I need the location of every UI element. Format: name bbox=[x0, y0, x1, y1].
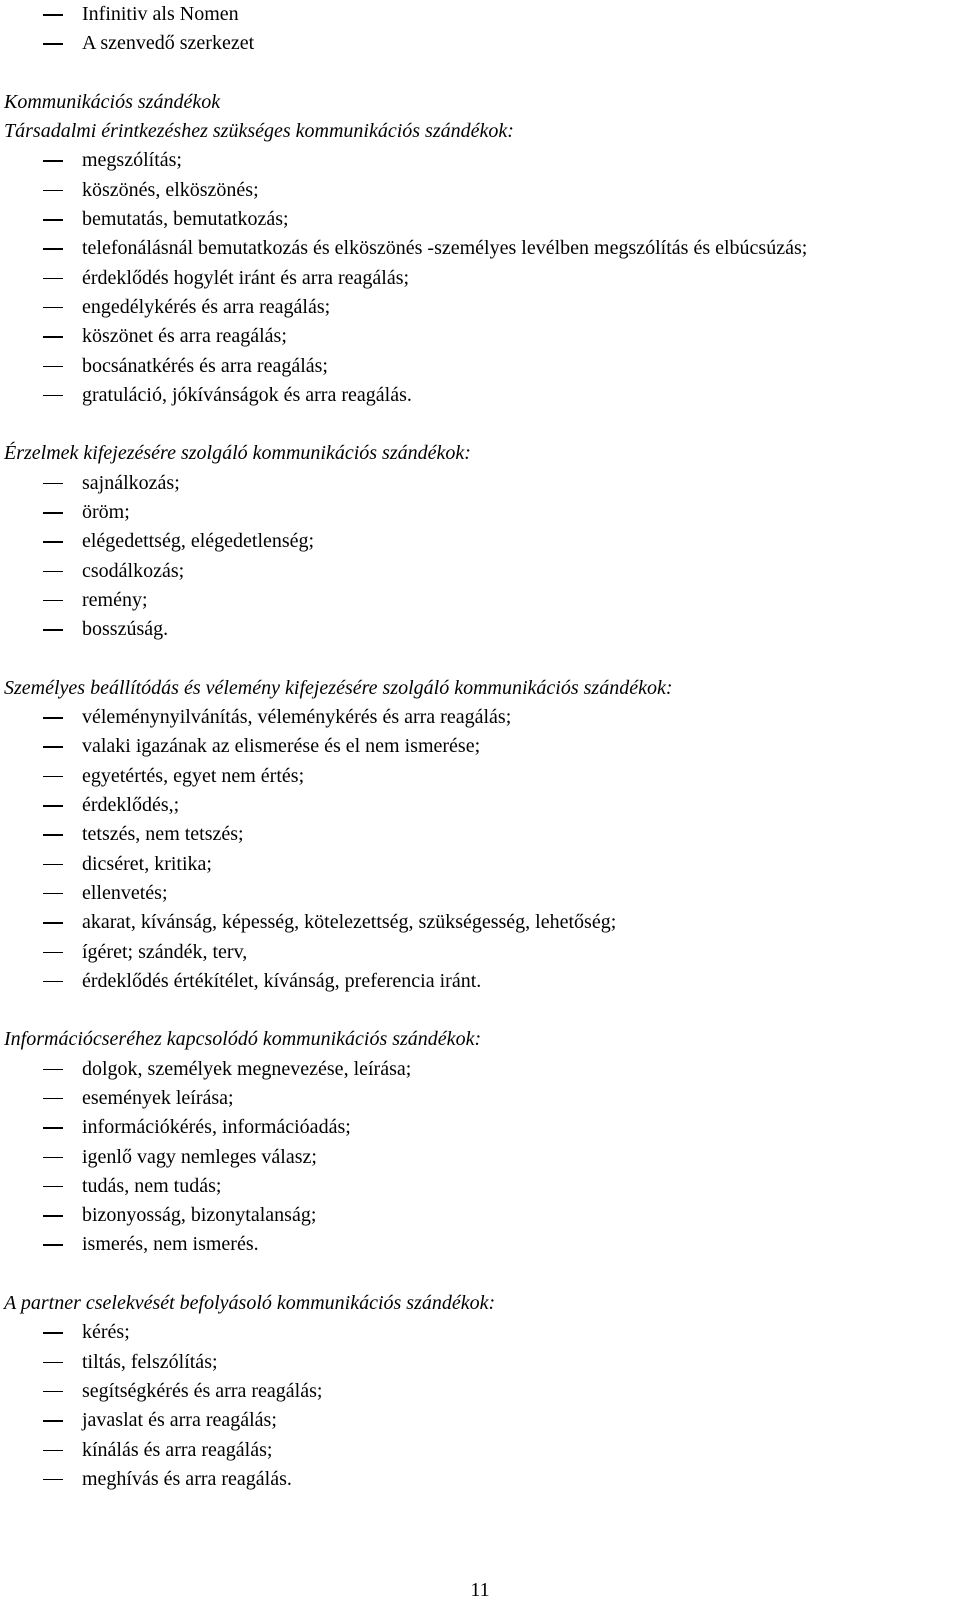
list-item-text: véleménynyilvánítás, véleménykérés és arra reagálás; bbox=[82, 706, 512, 729]
list-item-text: bizonyosság, bizonytalanság; bbox=[82, 1204, 317, 1227]
list-item bbox=[0, 586, 960, 615]
list-item-text: tiltás, felszólítás; bbox=[82, 1350, 218, 1373]
list-item-text: bosszúság. bbox=[82, 618, 169, 641]
dash-bullet-icon bbox=[43, 1450, 63, 1452]
dash-bullet-icon bbox=[43, 512, 63, 514]
section-opinion bbox=[0, 674, 960, 996]
list-item bbox=[0, 791, 960, 820]
list-item bbox=[0, 1436, 960, 1465]
dash-bullet-icon bbox=[43, 981, 63, 983]
list-item-text: tetszés, nem tetszés; bbox=[82, 823, 244, 846]
list-item bbox=[0, 1055, 960, 1084]
list-item-text: öröm; bbox=[82, 501, 130, 524]
list-item bbox=[0, 205, 960, 234]
dash-bullet-icon bbox=[43, 1186, 63, 1188]
list-item bbox=[0, 1406, 960, 1435]
list-item-text: engedélykérés és arra reagálás; bbox=[82, 295, 331, 318]
list-item bbox=[0, 469, 960, 498]
list-item-text: köszönet és arra reagálás; bbox=[82, 325, 287, 348]
list-item bbox=[0, 850, 960, 879]
dash-bullet-icon bbox=[43, 1362, 63, 1364]
dash-bullet-icon bbox=[43, 1391, 63, 1393]
dash-bullet-icon bbox=[43, 1127, 63, 1129]
dash-bullet-icon bbox=[43, 366, 63, 368]
dash-bullet-icon bbox=[43, 483, 63, 485]
list-item-text: Infinitiv als Nomen bbox=[82, 3, 239, 25]
list-item bbox=[0, 557, 960, 586]
list-item bbox=[0, 146, 960, 175]
intro-list bbox=[0, 0, 960, 59]
section-social bbox=[0, 117, 960, 410]
dash-bullet-icon bbox=[43, 717, 63, 719]
dash-bullet-icon bbox=[43, 805, 63, 807]
dash-bullet-icon bbox=[43, 1069, 63, 1071]
dash-bullet-icon bbox=[43, 541, 63, 543]
list-item-text: gratuláció, jókívánságok és arra reagálás. bbox=[82, 383, 412, 406]
list-item-text: események leírása; bbox=[82, 1086, 234, 1109]
list-item bbox=[0, 0, 960, 29]
list-item bbox=[0, 381, 960, 410]
list-item bbox=[0, 938, 960, 967]
list-item-text: dolgok, személyek megnevezése, leírása; bbox=[82, 1057, 412, 1080]
section-heading: Érzelmek kifejezésére szolgáló kommunikációs szándékok: bbox=[4, 442, 471, 465]
dash-bullet-icon bbox=[43, 952, 63, 954]
dash-bullet-icon bbox=[43, 893, 63, 895]
section-partner-action bbox=[0, 1289, 960, 1494]
list-item bbox=[0, 352, 960, 381]
dash-bullet-icon bbox=[43, 1332, 63, 1334]
list-item-text: kínálás és arra reagálás; bbox=[82, 1438, 273, 1461]
list-item-text: bemutatás, bemutatkozás; bbox=[82, 208, 289, 231]
dash-bullet-icon bbox=[43, 834, 63, 836]
dash-bullet-icon bbox=[43, 571, 63, 573]
list-item-text: sajnálkozás; bbox=[82, 471, 180, 494]
section-heading: Társadalmi érintkezéshez szükséges kommunikációs szándékok: bbox=[4, 120, 514, 143]
dash-bullet-icon bbox=[43, 600, 63, 602]
list-item-text: megszólítás; bbox=[82, 149, 182, 172]
list-item bbox=[0, 615, 960, 644]
dash-bullet-icon bbox=[43, 746, 63, 748]
list-item bbox=[0, 762, 960, 791]
list-item bbox=[0, 1201, 960, 1230]
list-item bbox=[0, 703, 960, 732]
dash-bullet-icon bbox=[43, 43, 63, 45]
list-item bbox=[0, 176, 960, 205]
section-heading: Információcseréhez kapcsolódó kommunikációs szándékok: bbox=[4, 1028, 482, 1051]
list-item bbox=[0, 879, 960, 908]
list-item bbox=[0, 908, 960, 937]
list-item bbox=[0, 1084, 960, 1113]
list-item bbox=[0, 1143, 960, 1172]
list-item-text: javaslat és arra reagálás; bbox=[82, 1409, 277, 1432]
list-item-text: bocsánatkérés és arra reagálás; bbox=[82, 354, 328, 377]
main-heading: Kommunikációs szándékok bbox=[4, 90, 221, 113]
list-item bbox=[0, 1172, 960, 1201]
dash-bullet-icon bbox=[43, 336, 63, 338]
list-item bbox=[0, 234, 960, 263]
list-item-text: kérés; bbox=[82, 1321, 130, 1344]
dash-bullet-icon bbox=[43, 1244, 63, 1246]
dash-bullet-icon bbox=[43, 14, 63, 16]
dash-bullet-icon bbox=[43, 219, 63, 221]
list-item bbox=[0, 498, 960, 527]
page-number: 11 bbox=[470, 1579, 490, 1601]
dash-bullet-icon bbox=[43, 1420, 63, 1422]
list-item bbox=[0, 1230, 960, 1259]
dash-bullet-icon bbox=[43, 629, 63, 631]
list-item bbox=[0, 1465, 960, 1494]
list-item bbox=[0, 29, 960, 58]
list-item bbox=[0, 967, 960, 996]
list-item-text: köszönés, elköszönés; bbox=[82, 178, 259, 201]
list-item-text: érdeklődés hogylét iránt és arra reagálás; bbox=[82, 266, 410, 289]
dash-bullet-icon bbox=[43, 1098, 63, 1100]
dash-bullet-icon bbox=[43, 1215, 63, 1217]
list-item-text: remény; bbox=[82, 588, 148, 611]
list-item bbox=[0, 293, 960, 322]
list-item-text: ismerés, nem ismerés. bbox=[82, 1233, 259, 1256]
list-item bbox=[0, 1113, 960, 1142]
list-item-text: segítségkérés és arra reagálás; bbox=[82, 1379, 323, 1402]
list-item-text: csodálkozás; bbox=[82, 559, 185, 582]
list-item bbox=[0, 820, 960, 849]
list-item-text: igenlő vagy nemleges válasz; bbox=[82, 1145, 317, 1168]
list-item-text: A szenvedő szerkezet bbox=[82, 32, 255, 55]
list-item-text: tudás, nem tudás; bbox=[82, 1174, 222, 1197]
list-item bbox=[0, 1318, 960, 1347]
dash-bullet-icon bbox=[43, 1479, 63, 1481]
list-item-text: ígéret; szándék, terv, bbox=[82, 940, 248, 963]
list-item bbox=[0, 1377, 960, 1406]
list-item-text: információkérés, információadás; bbox=[82, 1116, 351, 1139]
list-item-text: dicséret, kritika; bbox=[82, 852, 212, 875]
list-item bbox=[0, 732, 960, 761]
section-information bbox=[0, 1025, 960, 1259]
list-item-text: elégedettség, elégedetlenség; bbox=[82, 530, 315, 553]
list-item-text: meghívás és arra reagálás. bbox=[82, 1467, 292, 1490]
list-item-text: egyetértés, egyet nem értés; bbox=[82, 764, 305, 787]
dash-bullet-icon bbox=[43, 190, 63, 192]
dash-bullet-icon bbox=[43, 864, 63, 866]
list-item-text: ellenvetés; bbox=[82, 881, 168, 904]
dash-bullet-icon bbox=[43, 307, 63, 309]
list-item-text: akarat, kívánság, képesség, kötelezettség, szükségesség, lehetőség; bbox=[82, 911, 617, 934]
dash-bullet-icon bbox=[43, 278, 63, 280]
section-emotions bbox=[0, 439, 960, 644]
list-item-text: érdeklődés értékítélet, kívánság, preferencia iránt. bbox=[82, 969, 482, 992]
dash-bullet-icon bbox=[43, 248, 63, 250]
list-item bbox=[0, 527, 960, 556]
list-item-text: telefonálásnál bemutatkozás és elköszönés -személyes levélben megszólítás és elbúcsúzás; bbox=[82, 237, 808, 260]
dash-bullet-icon bbox=[43, 160, 63, 162]
list-item-text: valaki igazának az elismerése és el nem ismerése; bbox=[82, 735, 481, 758]
dash-bullet-icon bbox=[43, 1157, 63, 1159]
list-item bbox=[0, 264, 960, 293]
list-item bbox=[0, 322, 960, 351]
list-item-text: érdeklődés,; bbox=[82, 794, 180, 817]
section-heading: Személyes beállítódás és vélemény kifejezésére szolgáló kommunikációs szándékok: bbox=[4, 676, 673, 699]
section-heading: A partner cselekvését befolyásoló kommunikációs szándékok: bbox=[4, 1292, 496, 1315]
list-item bbox=[0, 1348, 960, 1377]
dash-bullet-icon bbox=[43, 395, 63, 397]
dash-bullet-icon bbox=[43, 776, 63, 778]
dash-bullet-icon bbox=[43, 922, 63, 924]
